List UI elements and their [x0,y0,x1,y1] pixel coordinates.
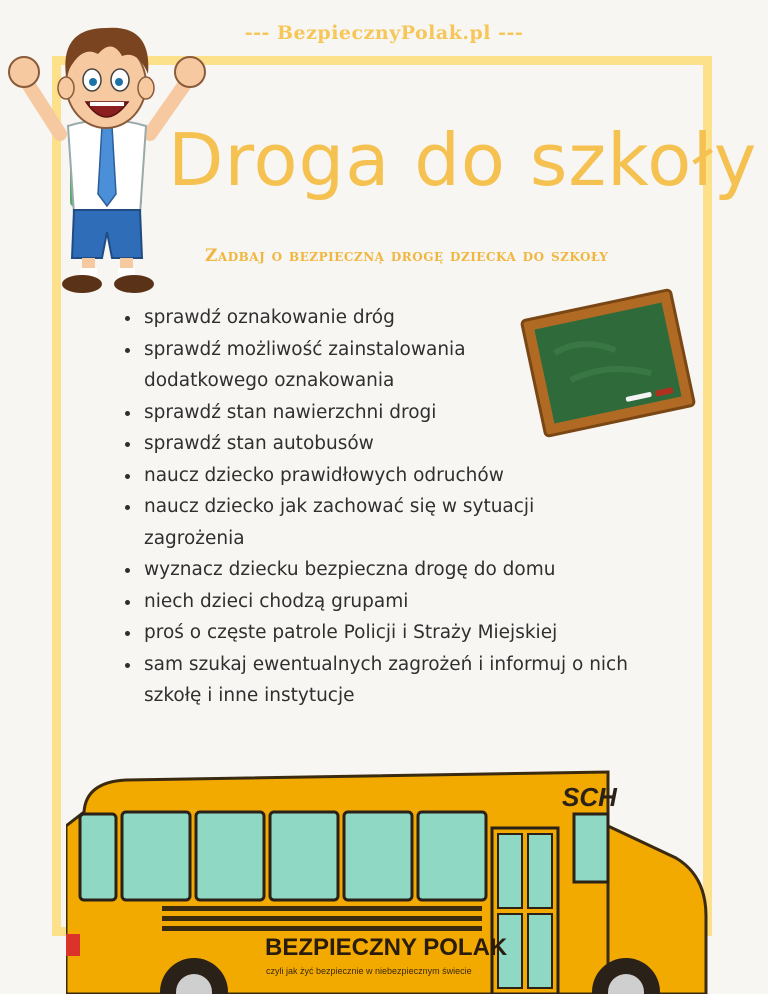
tip-item: • sprawdź stan autobusów [142,428,682,460]
tip-item: • sprawdź możliwość zainstalowania dodatkowego oznakowania [142,334,682,397]
tip-item: • naucz dziecko jak zachować się w sytuacji zagrożenia [142,491,682,554]
page-title: Droga do szkoły [168,118,758,202]
brand-tagline: czyli jak żyć bezpiecznie w niebezpiecznym świecie [266,966,472,976]
brand-logo: BEZPIECZNY POLAK [265,934,508,961]
tip-item: • wyznacz dziecku bezpieczna drogę do domu [142,554,682,586]
bus-sign: SCH [562,782,617,812]
tip-item: • niech dzieci chodzą grupami [142,586,682,618]
tip-item: • sam szukaj ewentualnych zagrożeń i informuj o nich szkołę i inne instytucje [142,649,682,712]
tip-item: • sprawdź oznakowanie dróg [142,302,682,334]
safety-tips-list [120,302,682,712]
tip-item: • naucz dziecko prawidłowych odruchów [142,460,682,492]
site-header-text: --- BezpiecznyPolak.pl --- [237,22,532,44]
tip-item: • sprawdź stan nawierzchni drogi [142,397,682,429]
tip-item: • proś o częste patrole Policji i Straży Miejskiej [142,617,682,649]
page-subtitle: Zadbaj o bezpieczną drogę dziecka do szkoły [205,246,609,266]
